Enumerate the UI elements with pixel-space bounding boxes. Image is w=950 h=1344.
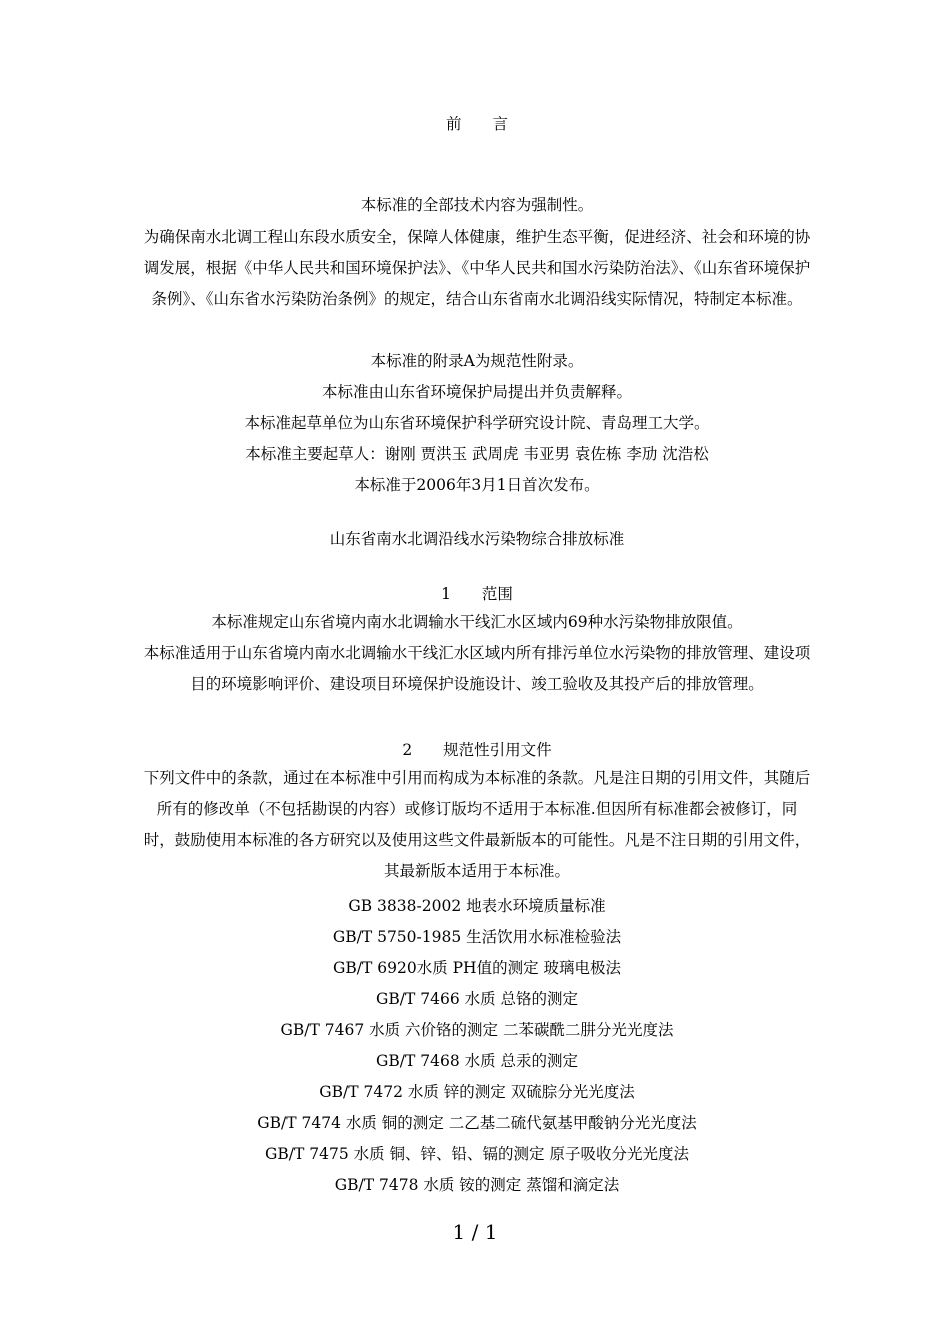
reference-item: GB/T 7467 水质 六价铬的测定 二苯碳酰二肼分光光度法 — [280, 1021, 674, 1039]
reference-item: GB/T 5750-1985 生活饮用水标准检验法 — [332, 928, 622, 946]
scope-paragraph: 本标准规定山东省境内南水北调输水干线汇水区域内69种水污染物排放限值。 — [211, 613, 743, 631]
page-number: 1 / 1 — [452, 1220, 498, 1244]
document-page — [143, 0, 811, 1344]
section-heading-scope: 1 范围 — [441, 585, 513, 603]
preface-paragraph: 本标准于2006年3月1日首次发布。 — [354, 476, 600, 494]
preface-paragraph: 本标准的全部技术内容为强制性。 — [360, 196, 594, 214]
section-heading-references: 2 规范性引用文件 — [402, 741, 552, 759]
preface-paragraph: 本标准的附录A为规范性附录。 — [370, 352, 584, 370]
preface-paragraph: 本标准起草单位为山东省环境保护科学研究设计院、青岛理工大学。 — [244, 414, 710, 432]
reference-item: GB/T 7472 水质 锌的测定 双硫腙分光光度法 — [319, 1083, 635, 1101]
scope-paragraph: 本标准适用于山东省境内南水北调输水干线汇水区域内所有排污单位水污染物的排放管理、建设项目的环境影响评价、建设项目环境保护设施设计、竣工验收及其投产后的排放管理。 — [143, 644, 811, 693]
reference-item: GB/T 7478 水质 铵的测定 蒸馏和滴定法 — [334, 1176, 620, 1194]
preface-paragraph: 本标准由山东省环境保护局提出并负责解释。 — [321, 383, 632, 401]
standard-title: 山东省南水北调沿线水污染物综合排放标准 — [329, 530, 625, 548]
reference-item: GB/T 7475 水质 铜、锌、铅、镉的测定 原子吸收分光光度法 — [265, 1145, 689, 1163]
preface-paragraph: 为确保南水北调工程山东段水质安全，保障人体健康，维护生态平衡，促进经济、社会和环境的协调发展，根据《中华人民共和国环境保护法》、《中华人民共和国水污染防治法》、《山东省环境保护条例》、《山东省水污染防治条例》的规定，结合山东省南水北调沿线实际情况，特制定本标准。 — [143, 228, 811, 308]
preface-title: 前 言 — [445, 115, 508, 133]
references-paragraph: 下列文件中的条款，通过在本标准中引用而构成为本标准的条款。凡是注日期的引用文件，其随后所有的修改单（不包括勘误的内容）或修订版均不适用于本标准.但因所有标准都会被修订，同时，鼓励使用本标准的各方研究以及使用这些文件最新版本的可能性。凡是不注日期的引用文件，其最新版本适用于本标准。 — [143, 769, 811, 880]
reference-item: GB/T 7466 水质 总铬的测定 — [375, 990, 579, 1008]
reference-item: GB/T 6920水质 PH值的测定 玻璃电极法 — [332, 959, 621, 977]
preface-paragraph: 本标准主要起草人：谢刚 贾洪玉 武周虎 韦亚男 袁佐栋 李劢 沈浩松 — [245, 445, 709, 463]
reference-item: GB/T 7468 水质 总汞的测定 — [375, 1052, 579, 1070]
reference-item: GB 3838-2002 地表水环境质量标准 — [348, 897, 606, 915]
reference-item: GB/T 7474 水质 铜的测定 二乙基二硫代氨基甲酸钠分光光度法 — [257, 1114, 697, 1132]
